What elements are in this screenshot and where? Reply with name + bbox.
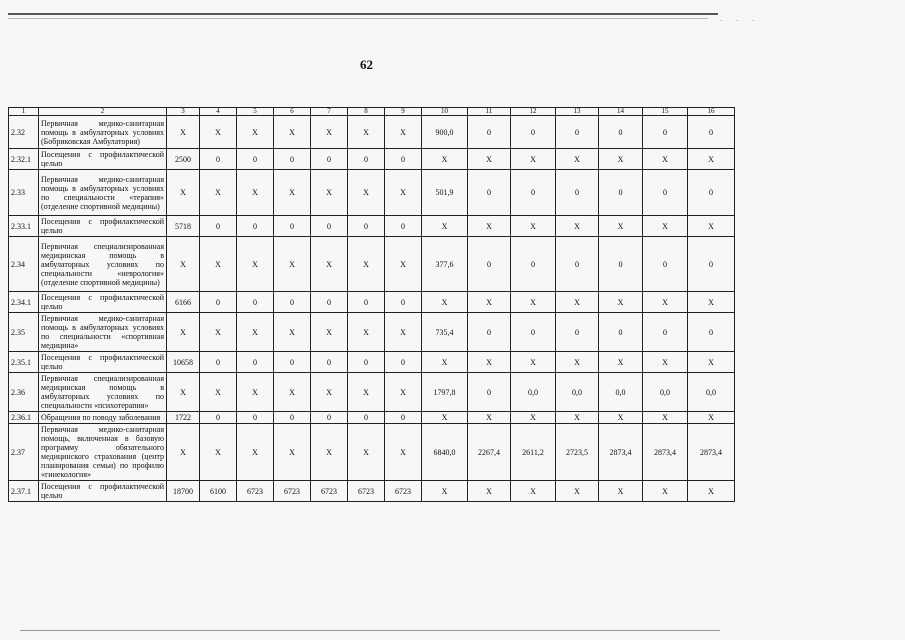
table-cell: X: [688, 149, 735, 170]
table-cell: 0,0: [556, 373, 599, 412]
table-row: [9, 352, 735, 373]
table-row: [9, 149, 735, 170]
column-header: 10: [422, 108, 468, 116]
column-header: 12: [511, 108, 556, 116]
table-cell: 0: [599, 313, 643, 352]
table-cell: 0: [511, 170, 556, 216]
table-cell: X: [643, 481, 688, 502]
row-description: Посещения с профилактической целью: [39, 481, 167, 502]
row-code: 2.32: [9, 116, 39, 149]
row-code: 2.34.1: [9, 292, 39, 313]
table-cell: 0: [599, 170, 643, 216]
table-cell: X: [422, 481, 468, 502]
row-description: Первичная медико-санитарная помощь, включенная в базовую программу обязательного медицинского страхования (центр планирования семьи) по профилю «гинекология»: [39, 424, 167, 481]
table-cell: X: [167, 373, 200, 412]
table-cell: 0: [348, 352, 385, 373]
table-cell: 0: [385, 292, 422, 313]
table-cell: 2723,5: [556, 424, 599, 481]
table-cell: 0: [348, 216, 385, 237]
scan-edge-line: [20, 630, 720, 631]
table-cell: X: [643, 149, 688, 170]
table-cell: X: [274, 170, 311, 216]
table-cell: 5718: [167, 216, 200, 237]
table-cell: X: [237, 313, 274, 352]
table-cell: X: [237, 116, 274, 149]
table-cell: X: [688, 292, 735, 313]
table-cell: X: [237, 373, 274, 412]
column-header: 7: [311, 108, 348, 116]
table-cell: X: [167, 237, 200, 292]
table-cell: X: [511, 216, 556, 237]
table-cell: X: [348, 237, 385, 292]
table-cell: 0: [385, 412, 422, 424]
table-cell: 6166: [167, 292, 200, 313]
table-cell: 0: [274, 292, 311, 313]
table-cell: X: [599, 481, 643, 502]
table-cell: 0,0: [599, 373, 643, 412]
table-cell: 0: [200, 149, 237, 170]
row-description: Первичная специализированная медицинская помощь в амбулаторных условиях по специальности «неврология» (отделение спортивной медицины): [39, 237, 167, 292]
table-cell: X: [200, 373, 237, 412]
row-code: 2.33.1: [9, 216, 39, 237]
table-cell: 735,4: [422, 313, 468, 352]
table-cell: X: [599, 292, 643, 313]
table-cell: X: [385, 170, 422, 216]
table-cell: 0: [556, 237, 599, 292]
table-cell: X: [311, 373, 348, 412]
table-cell: X: [511, 481, 556, 502]
table-cell: 0: [511, 237, 556, 292]
table-cell: X: [556, 292, 599, 313]
table-cell: 0: [200, 352, 237, 373]
table-cell: X: [468, 481, 511, 502]
table-cell: 0: [599, 237, 643, 292]
table-cell: 6840,0: [422, 424, 468, 481]
table-cell: X: [422, 292, 468, 313]
table-cell: 0: [643, 237, 688, 292]
row-description: Первичная специализированная медицинская помощь в амбулаторных условиях по специальности «психотерапия»: [39, 373, 167, 412]
table-cell: X: [348, 116, 385, 149]
table-cell: 501,9: [422, 170, 468, 216]
table-cell: 0: [468, 116, 511, 149]
table-cell: 6723: [348, 481, 385, 502]
table-cell: 6100: [200, 481, 237, 502]
table-cell: X: [688, 352, 735, 373]
table-cell: X: [422, 352, 468, 373]
table-cell: 0: [468, 313, 511, 352]
table-cell: 0: [688, 116, 735, 149]
table-cell: 0: [348, 292, 385, 313]
table-cell: X: [468, 412, 511, 424]
table-cell: X: [556, 352, 599, 373]
table-cell: X: [688, 216, 735, 237]
table-cell: 0: [200, 292, 237, 313]
table-cell: 2873,4: [688, 424, 735, 481]
table-cell: 0: [311, 292, 348, 313]
table-cell: X: [688, 412, 735, 424]
table-cell: X: [511, 149, 556, 170]
column-header: 14: [599, 108, 643, 116]
table-cell: 0: [468, 170, 511, 216]
table-cell: X: [311, 170, 348, 216]
table-cell: 0: [468, 237, 511, 292]
table-cell: X: [274, 116, 311, 149]
table-cell: 0: [688, 237, 735, 292]
table-cell: 0: [556, 170, 599, 216]
table-cell: X: [511, 412, 556, 424]
table-row: [9, 412, 735, 424]
table-cell: 0: [556, 116, 599, 149]
table-cell: 18700: [167, 481, 200, 502]
table-cell: X: [556, 481, 599, 502]
table-cell: 0: [311, 149, 348, 170]
table-cell: X: [200, 237, 237, 292]
table-cell: X: [274, 313, 311, 352]
table-cell: 0: [348, 412, 385, 424]
table-cell: X: [311, 116, 348, 149]
page-number: 62: [360, 57, 373, 72]
table-cell: 0: [274, 149, 311, 170]
table-cell: 1722: [167, 412, 200, 424]
table-cell: X: [643, 352, 688, 373]
table-cell: X: [237, 170, 274, 216]
table-cell: 0: [599, 116, 643, 149]
table-cell: X: [556, 216, 599, 237]
table-cell: 0: [311, 352, 348, 373]
table-cell: X: [311, 237, 348, 292]
table-cell: X: [511, 292, 556, 313]
table-cell: X: [599, 149, 643, 170]
row-description: Посещения с профилактической целью: [39, 352, 167, 373]
table-header-row: [9, 108, 735, 116]
column-header: 13: [556, 108, 599, 116]
table-cell: 10658: [167, 352, 200, 373]
row-code: 2.36: [9, 373, 39, 412]
table-cell: X: [385, 116, 422, 149]
row-code: 2.36.1: [9, 412, 39, 424]
table-cell: X: [167, 313, 200, 352]
table-cell: 377,6: [422, 237, 468, 292]
table-row: [9, 216, 735, 237]
scan-edge-line: [8, 13, 718, 15]
table-cell: X: [200, 424, 237, 481]
scan-edge-line: [8, 18, 708, 19]
table-cell: 0: [200, 412, 237, 424]
table-cell: X: [274, 237, 311, 292]
table-cell: 6723: [385, 481, 422, 502]
table-cell: 0: [237, 149, 274, 170]
table-cell: 0: [274, 412, 311, 424]
table-cell: X: [311, 424, 348, 481]
column-header: 6: [274, 108, 311, 116]
table-cell: 0: [643, 170, 688, 216]
table-cell: X: [643, 292, 688, 313]
table-cell: 0: [556, 313, 599, 352]
row-description: Первичная медико-санитарная помощь в амбулаторных условиях (Бобриковская Амбулатория): [39, 116, 167, 149]
table-cell: 2267,4: [468, 424, 511, 481]
table-cell: X: [556, 412, 599, 424]
table-cell: X: [311, 313, 348, 352]
column-header: 8: [348, 108, 385, 116]
table-cell: X: [468, 292, 511, 313]
table-cell: X: [348, 170, 385, 216]
table-cell: 0: [511, 313, 556, 352]
table-cell: 0,0: [511, 373, 556, 412]
table-cell: 0,0: [643, 373, 688, 412]
scan-noise: . . .: [720, 14, 760, 23]
column-header: 16: [688, 108, 735, 116]
column-header: 2: [39, 108, 167, 116]
table-cell: X: [237, 424, 274, 481]
table-cell: 0: [385, 149, 422, 170]
row-code: 2.37.1: [9, 481, 39, 502]
table-cell: X: [422, 149, 468, 170]
table-cell: 0: [200, 216, 237, 237]
table-row: [9, 313, 735, 352]
table-cell: 0,0: [688, 373, 735, 412]
data-table: [8, 107, 735, 502]
table-cell: X: [556, 149, 599, 170]
column-header: 1: [9, 108, 39, 116]
table-cell: X: [237, 237, 274, 292]
table-cell: 2873,4: [643, 424, 688, 481]
table-cell: X: [468, 216, 511, 237]
table-cell: X: [688, 481, 735, 502]
table-cell: 0: [311, 216, 348, 237]
row-code: 2.33: [9, 170, 39, 216]
table-cell: 0: [643, 313, 688, 352]
table-cell: X: [200, 313, 237, 352]
table-cell: 0: [468, 373, 511, 412]
table-cell: 900,0: [422, 116, 468, 149]
table-row: [9, 237, 735, 292]
table-body: [9, 108, 735, 502]
table-cell: X: [348, 373, 385, 412]
table-cell: X: [643, 216, 688, 237]
table-cell: X: [422, 412, 468, 424]
table-cell: X: [385, 313, 422, 352]
column-header: 15: [643, 108, 688, 116]
row-description: Посещения с профилактической целью: [39, 216, 167, 237]
table-cell: 0: [274, 352, 311, 373]
table-cell: 0: [385, 216, 422, 237]
column-header: 5: [237, 108, 274, 116]
table-cell: 6723: [311, 481, 348, 502]
table-cell: 6723: [274, 481, 311, 502]
row-description: Первичная медико-санитарная помощь в амбулаторных условиях по специальности «терапия» (отделение спортивной медицины): [39, 170, 167, 216]
table-cell: 0: [511, 116, 556, 149]
table-cell: X: [643, 412, 688, 424]
table-cell: 0: [237, 292, 274, 313]
row-code: 2.35.1: [9, 352, 39, 373]
table-cell: 1797,8: [422, 373, 468, 412]
table-cell: X: [468, 352, 511, 373]
table-cell: 0: [385, 352, 422, 373]
table-cell: 0: [643, 116, 688, 149]
row-description: Посещения с профилактической целью: [39, 292, 167, 313]
table-cell: 2873,4: [599, 424, 643, 481]
table-cell: 2611,2: [511, 424, 556, 481]
row-code: 2.37: [9, 424, 39, 481]
column-header: 3: [167, 108, 200, 116]
table-cell: X: [599, 412, 643, 424]
table-cell: X: [200, 116, 237, 149]
table-cell: 0: [274, 216, 311, 237]
table-row: [9, 373, 735, 412]
table-cell: X: [348, 313, 385, 352]
table-cell: 0: [688, 313, 735, 352]
table-cell: X: [348, 424, 385, 481]
table-cell: X: [167, 116, 200, 149]
table-cell: X: [274, 373, 311, 412]
table-cell: X: [599, 352, 643, 373]
column-header: 4: [200, 108, 237, 116]
table-cell: X: [599, 216, 643, 237]
table-cell: X: [385, 424, 422, 481]
table-row: [9, 481, 735, 502]
table-cell: X: [200, 170, 237, 216]
column-header: 9: [385, 108, 422, 116]
table-cell: X: [468, 149, 511, 170]
table-cell: 6723: [237, 481, 274, 502]
table-cell: X: [274, 424, 311, 481]
table-cell: 2500: [167, 149, 200, 170]
table-row: [9, 116, 735, 149]
row-code: 2.34: [9, 237, 39, 292]
table-cell: X: [385, 373, 422, 412]
table-cell: X: [385, 237, 422, 292]
row-description: Посещения с профилактической целью: [39, 149, 167, 170]
table-cell: 0: [311, 412, 348, 424]
table-cell: X: [422, 216, 468, 237]
table-row: [9, 424, 735, 481]
table-cell: X: [167, 170, 200, 216]
row-description: Обращения по поводу заболевания: [39, 412, 167, 424]
row-code: 2.32.1: [9, 149, 39, 170]
table-cell: 0: [237, 412, 274, 424]
row-code: 2.35: [9, 313, 39, 352]
table-cell: 0: [688, 170, 735, 216]
table-row: [9, 292, 735, 313]
table-row: [9, 170, 735, 216]
table-cell: X: [167, 424, 200, 481]
table-cell: 0: [348, 149, 385, 170]
table-cell: X: [511, 352, 556, 373]
column-header: 11: [468, 108, 511, 116]
row-description: Первичная медико-санитарная помощь в амбулаторных условиях по специальности «спортивная медицина»: [39, 313, 167, 352]
table-cell: 0: [237, 352, 274, 373]
table-cell: 0: [237, 216, 274, 237]
